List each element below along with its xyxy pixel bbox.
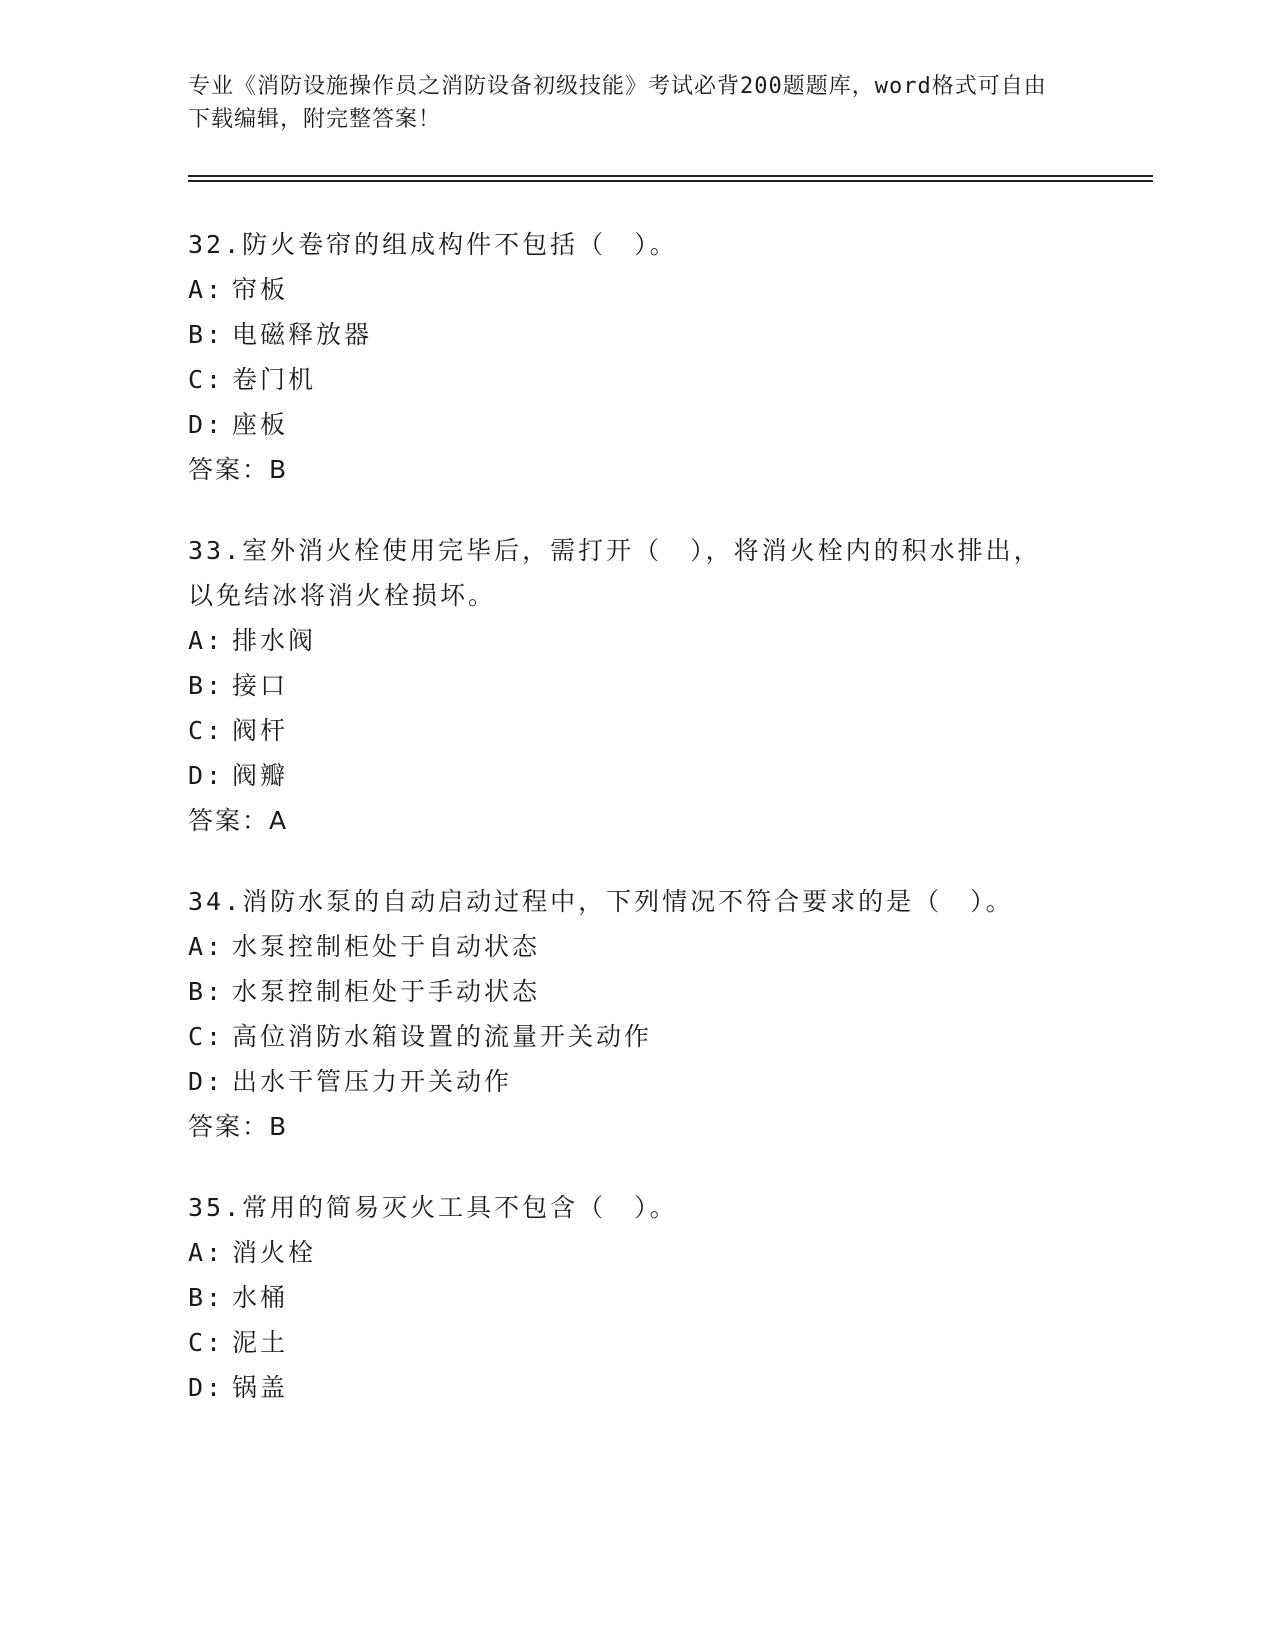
option-b bbox=[188, 969, 1148, 1014]
option-letter: C: bbox=[188, 716, 225, 745]
option-text: 阀杆 bbox=[232, 716, 289, 745]
option-letter: A: bbox=[188, 1238, 225, 1267]
option-letter: C: bbox=[188, 1328, 225, 1357]
answer-line: 答案：A bbox=[188, 806, 289, 835]
option-b bbox=[188, 663, 1148, 708]
question-stem: 35.常用的简易灭火工具不包含（ ）。 bbox=[188, 1193, 678, 1222]
option-letter: A: bbox=[188, 275, 225, 304]
option-text: 座板 bbox=[232, 410, 289, 439]
question-stem: 33.室外消火栓使用完毕后，需打开（ ），将消火栓内的积水排出，以免结冰将消火栓损坏。 bbox=[188, 536, 1042, 610]
option-text: 泥土 bbox=[232, 1328, 289, 1357]
option-letter: C: bbox=[188, 1022, 225, 1051]
option-d bbox=[188, 1059, 1148, 1104]
document-page bbox=[188, 70, 1148, 1446]
option-text: 排水阀 bbox=[232, 626, 317, 655]
option-a bbox=[188, 267, 1148, 312]
question-32 bbox=[188, 222, 1148, 492]
option-letter: B: bbox=[188, 671, 225, 700]
option-text: 消火栓 bbox=[232, 1238, 317, 1267]
question-stem: 32.防火卷帘的组成构件不包括（ ）。 bbox=[188, 230, 678, 259]
question-34 bbox=[188, 879, 1148, 1149]
option-d bbox=[188, 753, 1148, 798]
option-c bbox=[188, 357, 1148, 402]
option-letter: A: bbox=[188, 626, 225, 655]
option-text: 帘板 bbox=[232, 275, 289, 304]
question-list bbox=[188, 222, 1148, 1410]
option-d bbox=[188, 1365, 1148, 1410]
question-35 bbox=[188, 1185, 1148, 1410]
option-letter: D: bbox=[188, 1373, 225, 1402]
option-letter: B: bbox=[188, 977, 225, 1006]
option-a bbox=[188, 1230, 1148, 1275]
answer-line: 答案：B bbox=[188, 1112, 289, 1141]
option-letter: B: bbox=[188, 320, 225, 349]
option-c bbox=[188, 1320, 1148, 1365]
option-a bbox=[188, 618, 1148, 663]
option-text: 阀瓣 bbox=[232, 761, 289, 790]
option-letter: D: bbox=[188, 1067, 225, 1096]
option-letter: D: bbox=[188, 410, 225, 439]
option-text: 接口 bbox=[232, 671, 289, 700]
answer-line: 答案：B bbox=[188, 455, 289, 484]
header-divider bbox=[188, 175, 1153, 182]
option-letter: C: bbox=[188, 365, 225, 394]
option-text: 锅盖 bbox=[232, 1373, 289, 1402]
question-33 bbox=[188, 528, 1148, 843]
option-letter: D: bbox=[188, 761, 225, 790]
option-letter: A: bbox=[188, 932, 225, 961]
document-header: 专业《消防设施操作员之消防设备初级技能》考试必背200题题库，word格式可自由下载编辑，附完整答案！ bbox=[188, 74, 1047, 132]
option-text: 水桶 bbox=[232, 1283, 289, 1312]
option-c bbox=[188, 1014, 1148, 1059]
option-text: 出水干管压力开关动作 bbox=[232, 1067, 513, 1096]
option-text: 水泵控制柜处于自动状态 bbox=[232, 932, 541, 961]
option-text: 卷门机 bbox=[232, 365, 317, 394]
question-stem: 34.消防水泵的自动启动过程中，下列情况不符合要求的是（ ）。 bbox=[188, 887, 1014, 916]
option-d bbox=[188, 402, 1148, 447]
option-text: 水泵控制柜处于手动状态 bbox=[232, 977, 541, 1006]
option-b bbox=[188, 1275, 1148, 1320]
option-text: 电磁释放器 bbox=[232, 320, 373, 349]
option-letter: B: bbox=[188, 1283, 225, 1312]
option-a bbox=[188, 924, 1148, 969]
option-b bbox=[188, 312, 1148, 357]
option-c bbox=[188, 708, 1148, 753]
option-text: 高位消防水箱设置的流量开关动作 bbox=[232, 1022, 653, 1051]
